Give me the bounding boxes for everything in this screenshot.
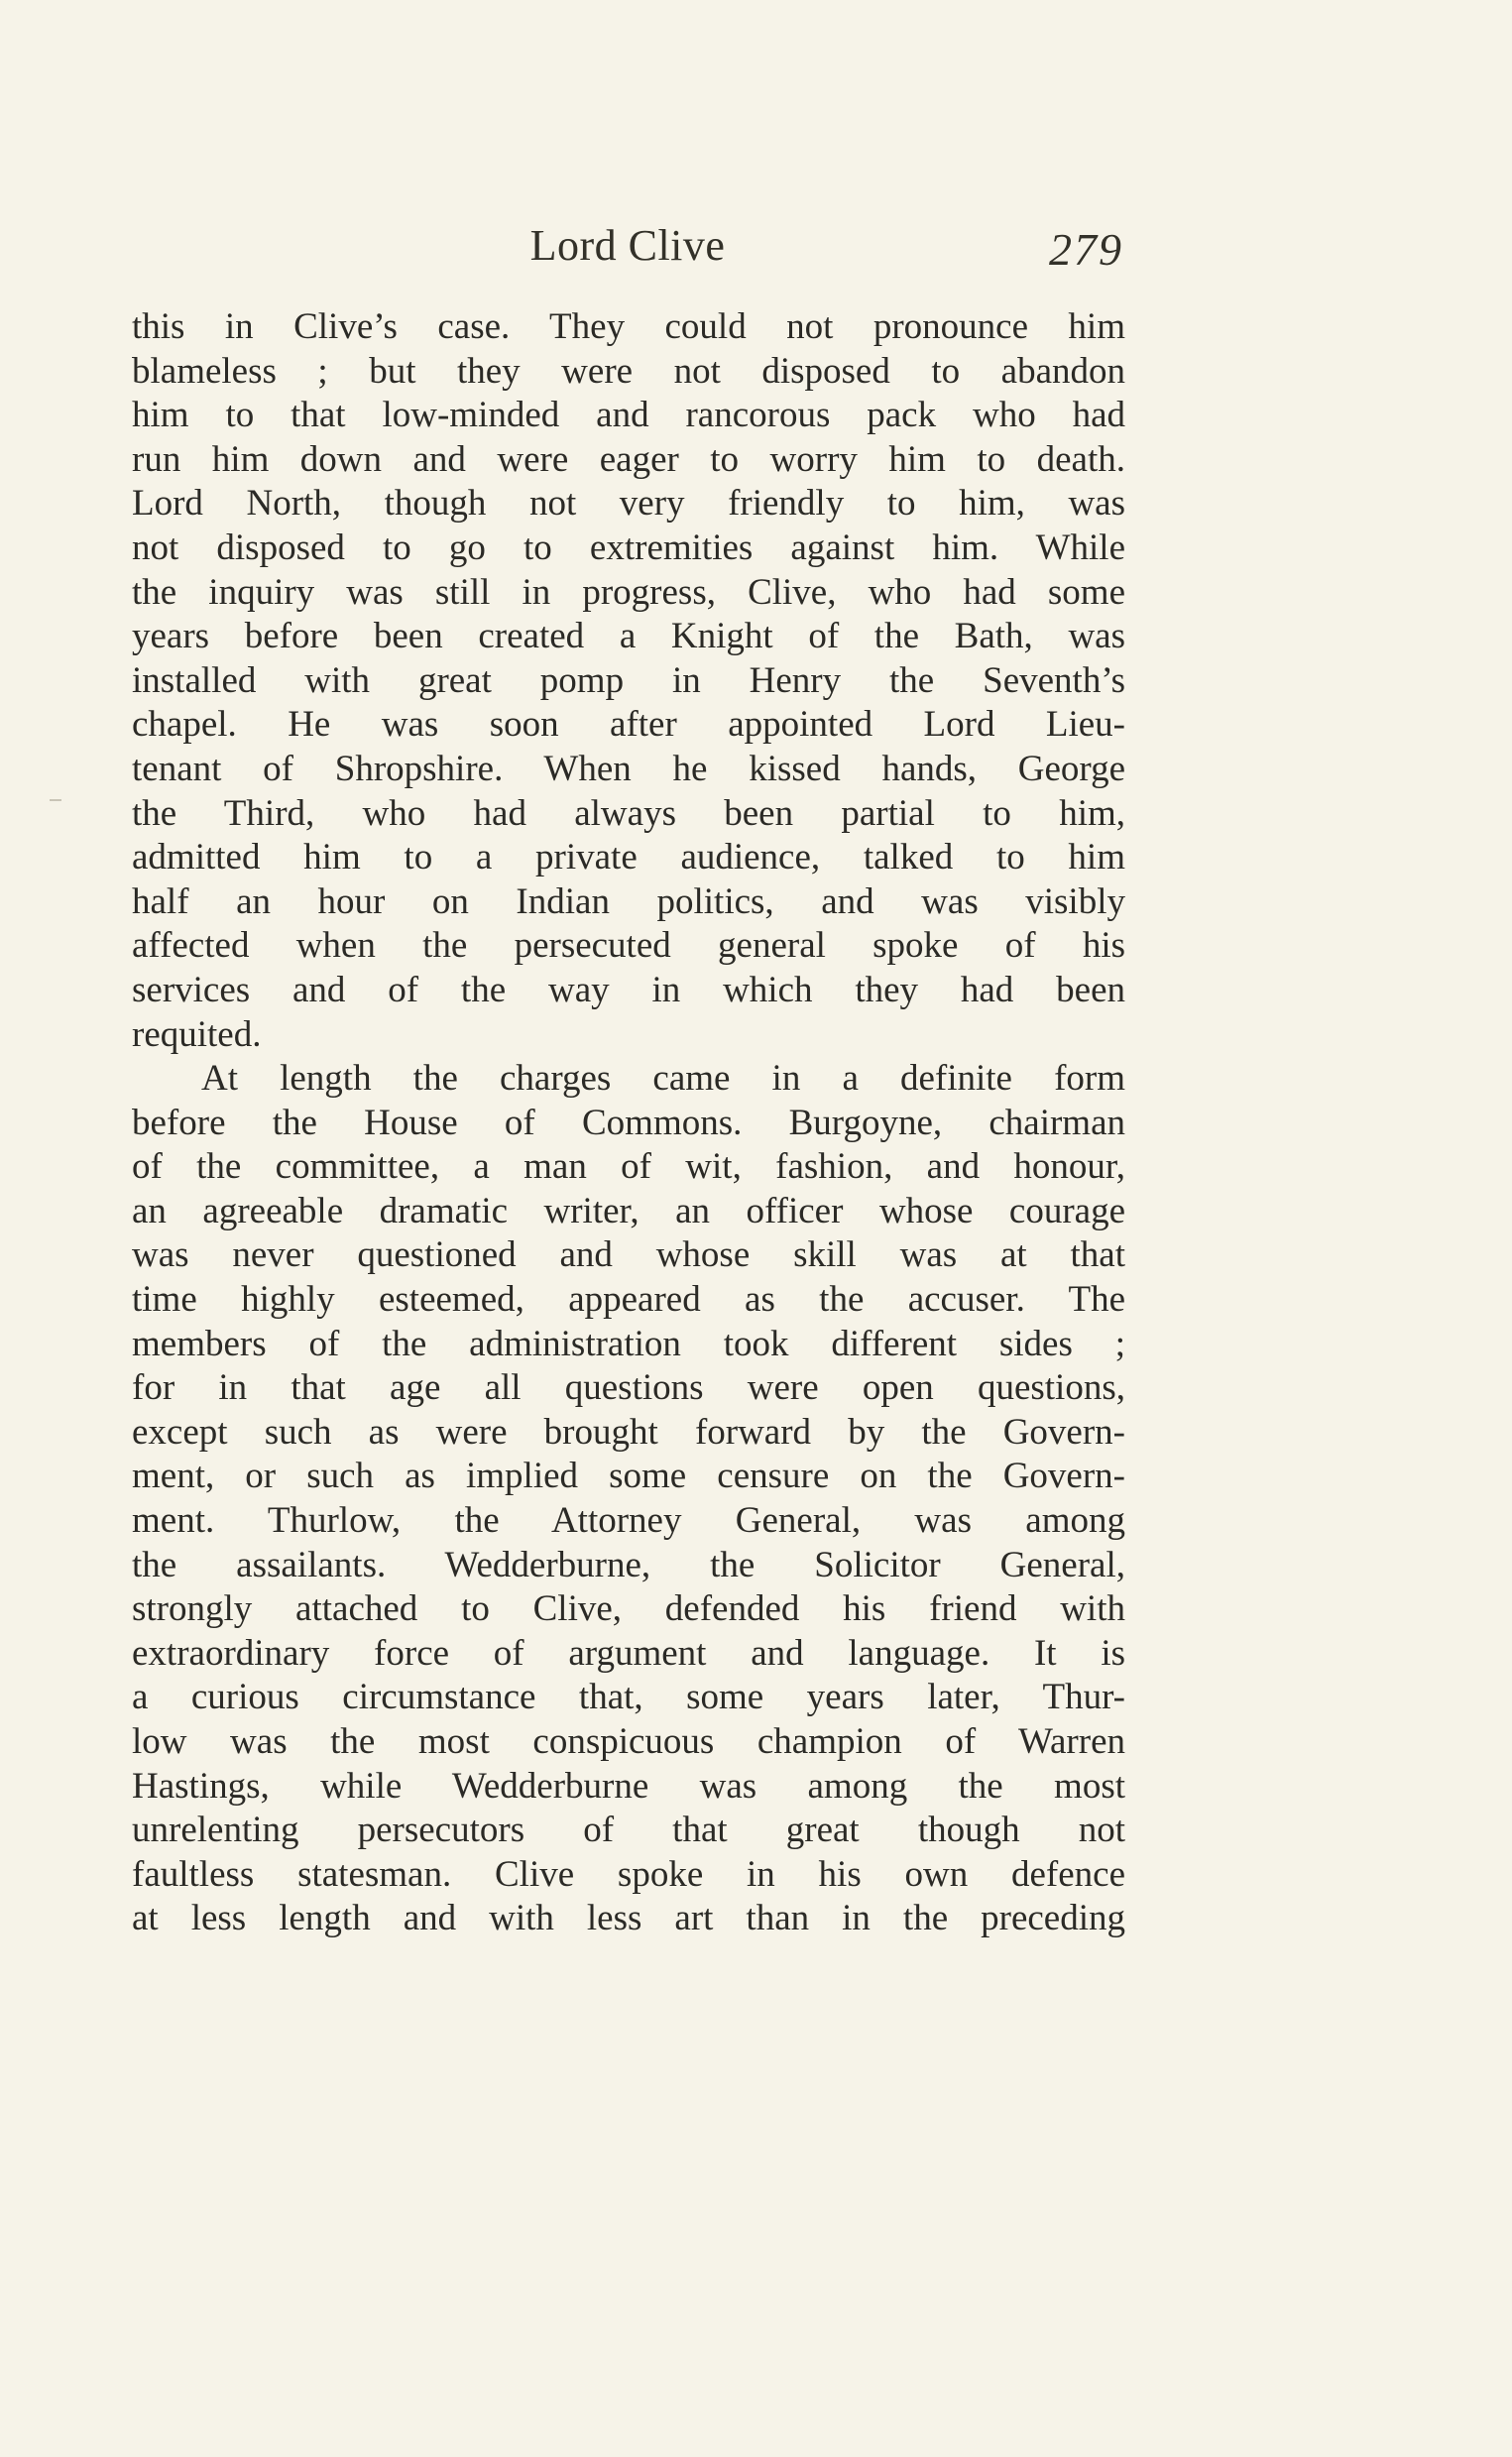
text-line: low was the most conspicuous champion of Warren: [132, 1721, 1125, 1762]
text-line: the inquiry was still in progress, Clive, who had some: [132, 571, 1125, 613]
text-line: of the committee, a man of wit, fashion, and honour,: [132, 1146, 1125, 1188]
text-line: extraordinary force of argument and language. It is: [132, 1632, 1125, 1674]
paragraph-end-line: requited.: [132, 1013, 262, 1055]
margin-mark: [50, 799, 61, 801]
text-line: this in Clive’s case. They could not pronounce him: [132, 306, 1125, 347]
text-line: at less length and with less art than in the preceding: [132, 1898, 1125, 1939]
page-number: 279: [1049, 224, 1123, 275]
text-line: affected when the persecuted general spoke of his: [132, 925, 1125, 967]
text-line: Hastings, while Wedderburne was among the most: [132, 1765, 1125, 1807]
text-line: for in that age all questions were open questions,: [132, 1367, 1125, 1409]
text-line: blameless ; but they were not disposed to abandon: [132, 350, 1125, 392]
text-line: not disposed to go to extremities against him. While: [132, 526, 1125, 568]
text-line: years before been created a Knight of the Bath, was: [132, 616, 1125, 657]
text-line: run him down and were eager to worry him to death.: [132, 438, 1125, 480]
text-line: ment. Thurlow, the Attorney General, was among: [132, 1500, 1125, 1542]
text-line: ment, or such as implied some censure on the Govern-: [132, 1456, 1125, 1497]
text-line: an agreeable dramatic writer, an officer whose courage: [132, 1190, 1125, 1231]
text-line: admitted him to a private audience, talked to him: [132, 837, 1125, 878]
text-line: half an hour on Indian politics, and was visibly: [132, 880, 1125, 922]
paragraph-first-line: At length the charges came in a definite form: [201, 1058, 1125, 1100]
text-line: members of the administration took different sides ;: [132, 1323, 1125, 1364]
text-line: Lord North, though not very friendly to him, was: [132, 483, 1125, 525]
text-line: a curious circumstance that, some years later, Thur-: [132, 1677, 1125, 1718]
text-line: him to that low-minded and rancorous pack who had: [132, 395, 1125, 436]
text-line: unrelenting persecutors of that great though not: [132, 1810, 1125, 1851]
text-line: chapel. He was soon after appointed Lord Lieu-: [132, 704, 1125, 746]
text-line: the assailants. Wedderburne, the Solicitor General,: [132, 1544, 1125, 1585]
text-line: before the House of Commons. Burgoyne, chairman: [132, 1102, 1125, 1143]
text-line: strongly attached to Clive, defended his friend with: [132, 1588, 1125, 1630]
text-line: tenant of Shropshire. When he kissed hands, George: [132, 748, 1125, 789]
running-head: [132, 216, 1123, 276]
text-line: faultless statesman. Clive spoke in his own defence: [132, 1853, 1125, 1895]
text-line: services and of the way in which they had been: [132, 969, 1125, 1010]
body-text: [132, 305, 1125, 1941]
text-line: was never questioned and whose skill was at that: [132, 1234, 1125, 1276]
text-line: installed with great pomp in Henry the Seventh’s: [132, 659, 1125, 701]
running-title: Lord Clive: [529, 221, 726, 270]
text-line: time highly esteemed, appeared as the accuser. The: [132, 1279, 1125, 1321]
text-line: the Third, who had always been partial to him,: [132, 792, 1125, 834]
text-line: except such as were brought forward by the Govern-: [132, 1411, 1125, 1453]
